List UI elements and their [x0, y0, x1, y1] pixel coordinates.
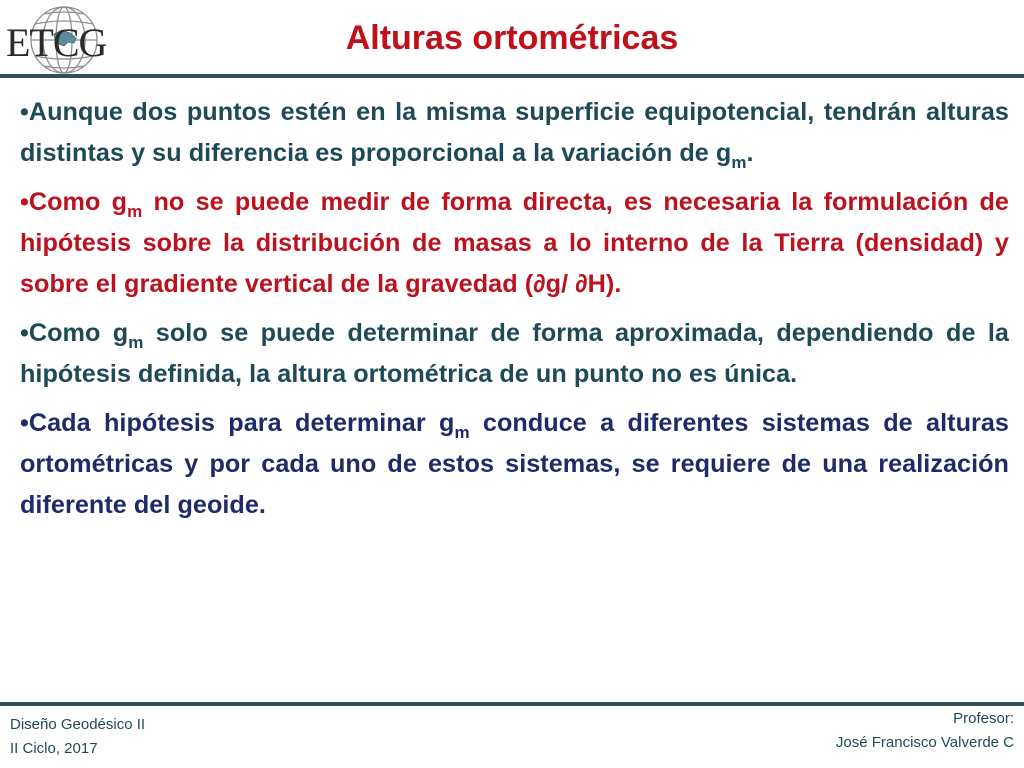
bullet-item [20, 403, 1009, 526]
bullet-text: conduce a diferentes sistemas de alturas ortométricas y por cada uno de estos sistemas, se requiere de una realización diferente del geoide. [20, 409, 1009, 519]
professor-role: Profesor: [953, 710, 1014, 727]
professor-name: José Francisco Valverde C [835, 734, 1014, 751]
subscript-m: m [454, 423, 470, 442]
footer-divider [0, 702, 1024, 706]
footer-course-info [10, 713, 145, 761]
logo-text: ETCG [6, 20, 107, 65]
course-term: II Ciclo, 2017 [10, 740, 98, 757]
bullet-list [20, 92, 1009, 534]
bullet-item [20, 182, 1009, 305]
header-divider [0, 74, 1024, 78]
slide-title: Alturas ortométricas [345, 19, 679, 57]
bullet-text: •Como g [20, 319, 129, 347]
bullet-text: no se puede medir de forma directa, es necesaria la formulación de hipótesis sobre la distribución de masas a lo interno de la Tierra (densidad) y sobre el gradiente vertical de la gravedad (∂g/ ∂H). [20, 188, 1009, 298]
subscript-m: m [128, 333, 144, 352]
course-name: Diseño Geodésico II [10, 716, 146, 733]
bullet-text: •Como g [20, 188, 128, 216]
footer-professor-info [836, 707, 1014, 755]
bullet-text: solo se puede determinar de forma aproximada, dependiendo de la hipótesis definida, la altura ortométrica de un punto no es única. [20, 319, 1009, 388]
bullet-text: . [746, 139, 754, 167]
bullet-item [20, 313, 1009, 395]
subscript-m: m [731, 153, 747, 172]
bullet-text: •Cada hipótesis para determinar g [20, 409, 455, 437]
subscript-m: m [127, 202, 143, 221]
bullet-text: •Aunque dos puntos estén en la misma superficie equipotencial, tendrán alturas distintas y su diferencia es proporcional a la variación de g [20, 98, 1009, 167]
bullet-item [20, 92, 1009, 174]
